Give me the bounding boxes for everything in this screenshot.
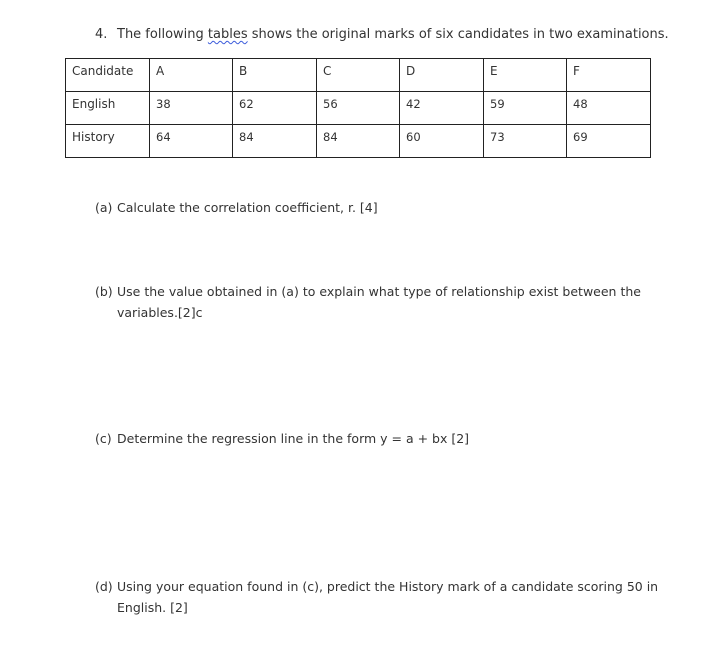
part-c-label: (c) xyxy=(95,431,112,446)
header-cell-f: F xyxy=(567,59,651,92)
cell-english-a: 38 xyxy=(150,92,233,125)
part-c-text: Determine the regression line in the form y = a + bx [2] xyxy=(117,431,470,446)
spellcheck-flagged-word[interactable]: tables xyxy=(207,27,248,42)
part-b-label: (b) xyxy=(95,284,113,299)
part-d-text-line2: English. [2] xyxy=(117,600,188,615)
part-c xyxy=(95,428,469,449)
cell-history-f: 69 xyxy=(567,125,651,158)
part-a-label: (a) xyxy=(95,200,113,215)
cell-english-e: 59 xyxy=(484,92,567,125)
cell-english-b: 62 xyxy=(233,92,317,125)
table-row-history xyxy=(66,125,651,158)
question-text-end: shows the original marks of six candidates in two examinations. xyxy=(247,27,669,42)
part-d xyxy=(95,576,658,618)
part-b xyxy=(95,281,641,323)
question-title xyxy=(95,27,669,42)
question-number: 4. xyxy=(95,27,108,42)
header-cell-d: D xyxy=(400,59,484,92)
row-label-history: History xyxy=(66,125,150,158)
header-cell-a: A xyxy=(150,59,233,92)
cell-history-c: 84 xyxy=(317,125,400,158)
question-text-start: The following xyxy=(117,27,208,42)
part-b-text-line2: variables.[2]c xyxy=(117,305,203,320)
part-a xyxy=(95,197,378,218)
table-row-english xyxy=(66,92,651,125)
marks-table xyxy=(65,58,651,158)
row-label-english: English xyxy=(66,92,150,125)
header-cell-c: C xyxy=(317,59,400,92)
part-d-text-line1: Using your equation found in (c), predict the History mark of a candidate scoring 50 in xyxy=(117,579,659,594)
part-d-label: (d) xyxy=(95,579,113,594)
header-cell-b: B xyxy=(233,59,317,92)
cell-english-c: 56 xyxy=(317,92,400,125)
cell-history-d: 60 xyxy=(400,125,484,158)
cell-english-d: 42 xyxy=(400,92,484,125)
cell-history-b: 84 xyxy=(233,125,317,158)
part-a-text: Calculate the correlation coefficient, r. [4] xyxy=(117,200,378,215)
table-header-row xyxy=(66,59,651,92)
header-cell-e: E xyxy=(484,59,567,92)
part-b-text-line1: Use the value obtained in (a) to explain what type of relationship exist between the xyxy=(117,284,641,299)
cell-history-e: 73 xyxy=(484,125,567,158)
cell-english-f: 48 xyxy=(567,92,651,125)
header-cell-candidate: Candidate xyxy=(66,59,150,92)
cell-history-a: 64 xyxy=(150,125,233,158)
